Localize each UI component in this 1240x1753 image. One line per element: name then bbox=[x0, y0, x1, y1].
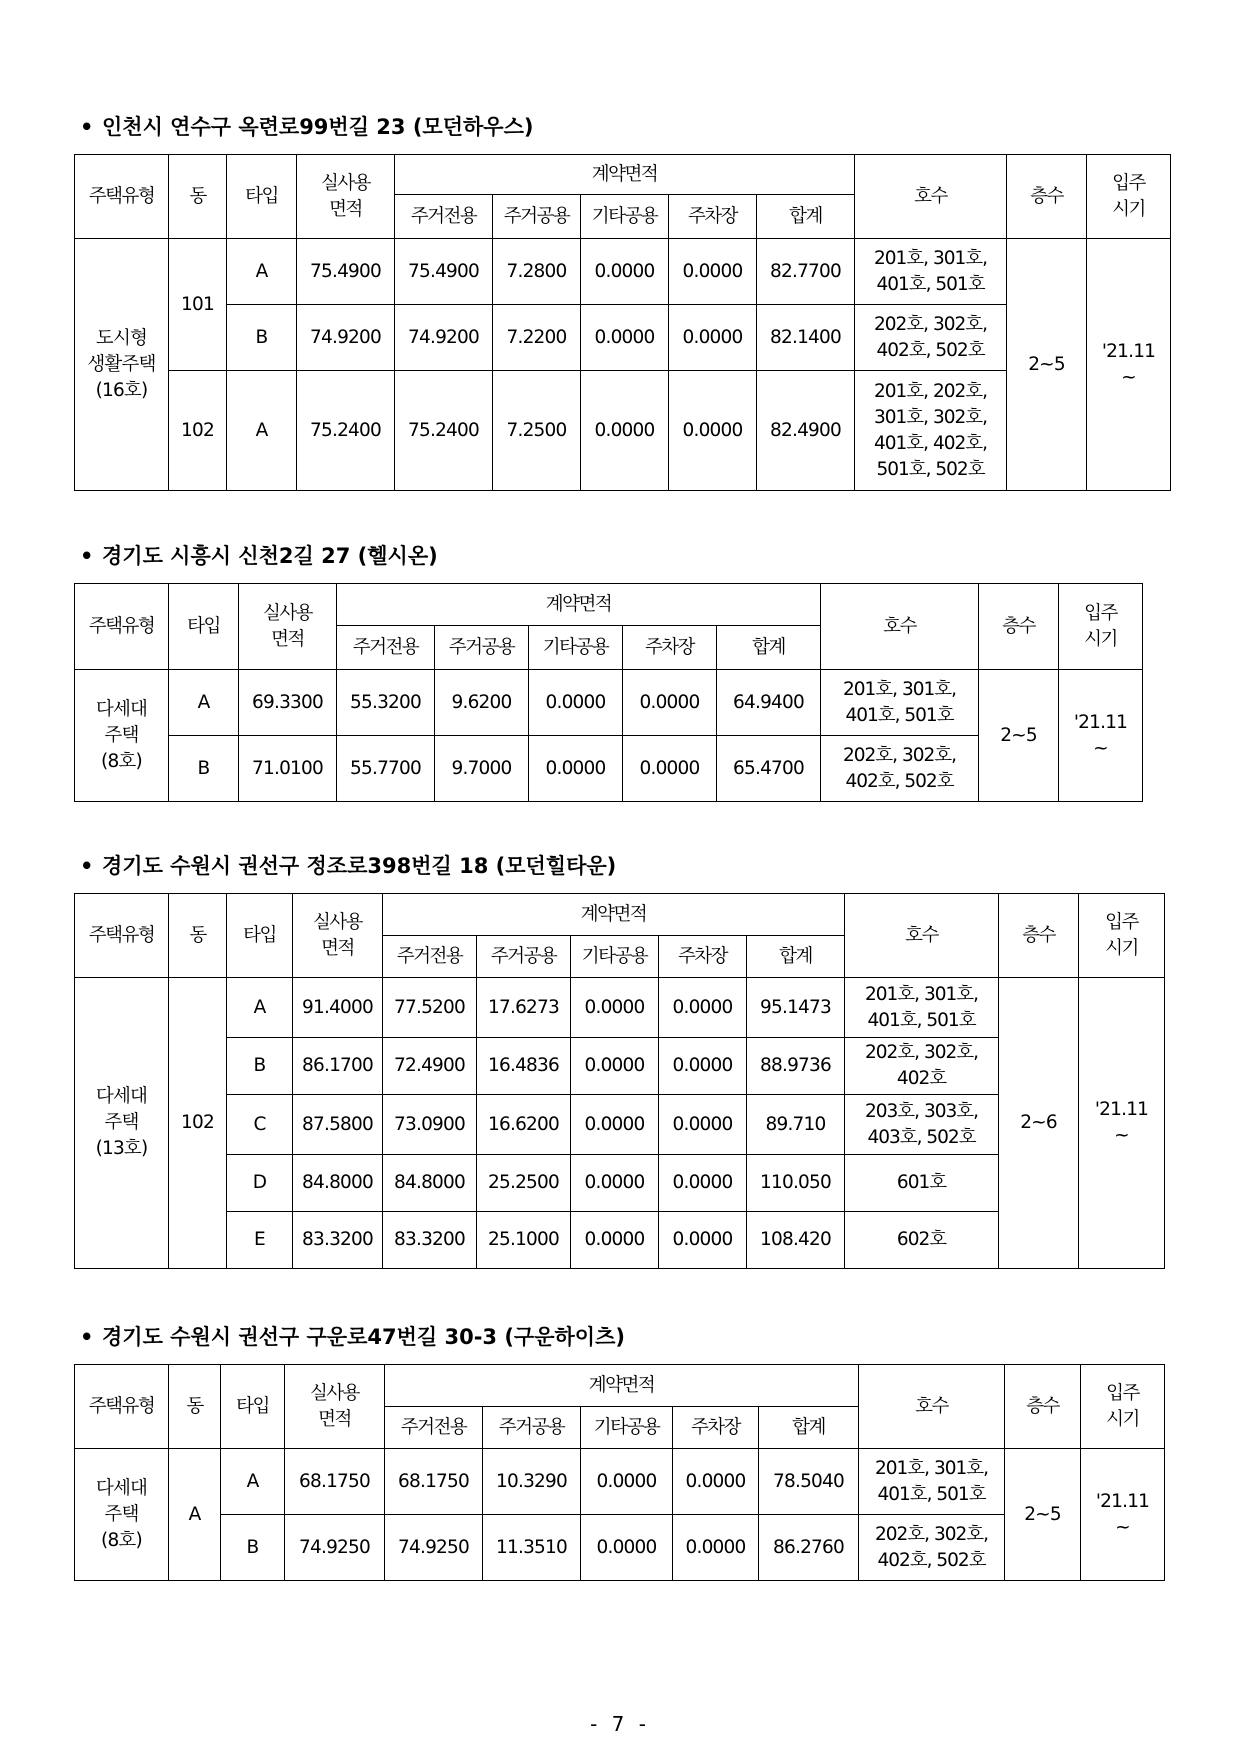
housing-type-cell: 다세대 주택 (8호) bbox=[75, 670, 169, 802]
total-cell: 89.710 bbox=[747, 1095, 845, 1155]
units-cell: 202호, 302호, 402호, 502호 bbox=[821, 736, 979, 802]
units-cell: 201호, 301호, 401호, 501호 bbox=[845, 978, 999, 1038]
header-units: 호수 bbox=[859, 1365, 1005, 1449]
header-net-area: 실사용 면적 bbox=[293, 894, 383, 978]
net-area-cell: 83.3200 bbox=[293, 1212, 383, 1269]
header-contract-area: 계약면적 bbox=[383, 894, 845, 936]
section-4-table bbox=[74, 1364, 1165, 1581]
shared-cell: 16.4836 bbox=[477, 1038, 571, 1095]
table-row bbox=[75, 978, 1165, 1038]
header-building: 동 bbox=[169, 155, 227, 239]
type-cell: A bbox=[227, 978, 293, 1038]
header-other-shared: 기타공용 bbox=[581, 195, 669, 239]
parking-cell: 0.0000 bbox=[659, 1212, 747, 1269]
header-parking: 주차장 bbox=[669, 195, 757, 239]
exclusive-cell: 68.1750 bbox=[385, 1449, 483, 1515]
floors-cell: 2~5 bbox=[1007, 239, 1087, 491]
other-shared-cell: 0.0000 bbox=[581, 371, 669, 491]
header-shared-residential: 주거공용 bbox=[477, 936, 571, 978]
header-exclusive: 주거전용 bbox=[395, 195, 493, 239]
header-total: 합계 bbox=[757, 195, 855, 239]
header-parking: 주차장 bbox=[673, 1407, 759, 1449]
other-shared-cell: 0.0000 bbox=[571, 1155, 659, 1212]
page-number: - 7 - bbox=[590, 1712, 650, 1736]
header-contract-area: 계약면적 bbox=[395, 155, 855, 195]
header-move-in: 입주 시기 bbox=[1059, 584, 1143, 670]
header-parking: 주차장 bbox=[623, 626, 717, 670]
building-cell: A bbox=[169, 1449, 221, 1581]
parking-cell: 0.0000 bbox=[623, 736, 717, 802]
total-cell: 82.1400 bbox=[757, 305, 855, 371]
shared-cell: 16.6200 bbox=[477, 1095, 571, 1155]
header-contract-area: 계약면적 bbox=[385, 1365, 859, 1407]
units-cell: 201호, 202호, 301호, 302호, 401호, 402호, 501호, 502호 bbox=[855, 371, 1007, 491]
section-4-heading bbox=[80, 1322, 1165, 1352]
type-cell: B bbox=[227, 1038, 293, 1095]
units-cell: 201호, 301호, 401호, 501호 bbox=[821, 670, 979, 736]
section-title: 인천시 연수구 옥련로99번길 23 (모던하우스) bbox=[102, 115, 534, 139]
total-cell: 65.4700 bbox=[717, 736, 821, 802]
net-area-cell: 84.8000 bbox=[293, 1155, 383, 1212]
exclusive-cell: 75.4900 bbox=[395, 239, 493, 305]
section-4 bbox=[74, 1322, 1165, 1581]
net-area-cell: 75.4900 bbox=[297, 239, 395, 305]
header-shared-residential: 주거공용 bbox=[483, 1407, 581, 1449]
header-net-area: 실사용 면적 bbox=[239, 584, 337, 670]
header-housing-type: 주택유형 bbox=[75, 894, 169, 978]
total-cell: 64.9400 bbox=[717, 670, 821, 736]
move-in-cell: '21.11 ~ bbox=[1059, 670, 1143, 802]
header-type: 타입 bbox=[221, 1365, 285, 1449]
header-parking: 주차장 bbox=[659, 936, 747, 978]
exclusive-cell: 72.4900 bbox=[383, 1038, 477, 1095]
section-2-table bbox=[74, 583, 1143, 802]
bullet-icon: • bbox=[80, 544, 94, 568]
header-move-in: 입주 시기 bbox=[1087, 155, 1171, 239]
shared-cell: 9.6200 bbox=[435, 670, 529, 736]
units-cell: 201호, 301호, 401호, 501호 bbox=[855, 239, 1007, 305]
exclusive-cell: 73.0900 bbox=[383, 1095, 477, 1155]
exclusive-cell: 84.8000 bbox=[383, 1155, 477, 1212]
parking-cell: 0.0000 bbox=[659, 1038, 747, 1095]
header-housing-type: 주택유형 bbox=[75, 155, 169, 239]
exclusive-cell: 74.9250 bbox=[385, 1515, 483, 1581]
floors-cell: 2~6 bbox=[999, 978, 1079, 1269]
net-area-cell: 74.9250 bbox=[285, 1515, 385, 1581]
parking-cell: 0.0000 bbox=[623, 670, 717, 736]
header-units: 호수 bbox=[845, 894, 999, 978]
parking-cell: 0.0000 bbox=[659, 978, 747, 1038]
bullet-icon: • bbox=[80, 1325, 94, 1349]
shared-cell: 17.6273 bbox=[477, 978, 571, 1038]
net-area-cell: 71.0100 bbox=[239, 736, 337, 802]
total-cell: 86.2760 bbox=[759, 1515, 859, 1581]
header-units: 호수 bbox=[821, 584, 979, 670]
header-shared-residential: 주거공용 bbox=[435, 626, 529, 670]
building-cell: 102 bbox=[169, 371, 227, 491]
units-cell: 203호, 303호, 403호, 502호 bbox=[845, 1095, 999, 1155]
net-area-cell: 68.1750 bbox=[285, 1449, 385, 1515]
header-net-area: 실사용 면적 bbox=[297, 155, 395, 239]
table-row bbox=[75, 305, 1171, 371]
other-shared-cell: 0.0000 bbox=[581, 239, 669, 305]
type-cell: D bbox=[227, 1155, 293, 1212]
header-housing-type: 주택유형 bbox=[75, 1365, 169, 1449]
exclusive-cell: 55.7700 bbox=[337, 736, 435, 802]
exclusive-cell: 75.2400 bbox=[395, 371, 493, 491]
net-area-cell: 74.9200 bbox=[297, 305, 395, 371]
header-floors: 층수 bbox=[1005, 1365, 1081, 1449]
header-type: 타입 bbox=[227, 894, 293, 978]
header-type: 타입 bbox=[227, 155, 297, 239]
type-cell: C bbox=[227, 1095, 293, 1155]
header-exclusive: 주거전용 bbox=[383, 936, 477, 978]
type-cell: A bbox=[227, 239, 297, 305]
shared-cell: 25.2500 bbox=[477, 1155, 571, 1212]
header-exclusive: 주거전용 bbox=[337, 626, 435, 670]
header-total: 합계 bbox=[747, 936, 845, 978]
units-cell: 202호, 302호, 402호 bbox=[845, 1038, 999, 1095]
header-exclusive: 주거전용 bbox=[385, 1407, 483, 1449]
building-cell: 102 bbox=[169, 978, 227, 1269]
other-shared-cell: 0.0000 bbox=[571, 1038, 659, 1095]
parking-cell: 0.0000 bbox=[669, 305, 757, 371]
move-in-cell: '21.11 ~ bbox=[1087, 239, 1171, 491]
exclusive-cell: 83.3200 bbox=[383, 1212, 477, 1269]
net-area-cell: 91.4000 bbox=[293, 978, 383, 1038]
section-1-table bbox=[74, 154, 1171, 491]
bullet-icon: • bbox=[80, 115, 94, 139]
type-cell: A bbox=[227, 371, 297, 491]
section-3-table bbox=[74, 893, 1165, 1269]
header-units: 호수 bbox=[855, 155, 1007, 239]
type-cell: B bbox=[221, 1515, 285, 1581]
units-cell: 202호, 302호, 402호, 502호 bbox=[859, 1515, 1005, 1581]
type-cell: E bbox=[227, 1212, 293, 1269]
table-row bbox=[75, 239, 1171, 305]
type-cell: A bbox=[169, 670, 239, 736]
net-area-cell: 75.2400 bbox=[297, 371, 395, 491]
total-cell: 82.4900 bbox=[757, 371, 855, 491]
net-area-cell: 86.1700 bbox=[293, 1038, 383, 1095]
section-3-heading bbox=[80, 851, 1165, 881]
section-1-heading bbox=[80, 112, 1171, 142]
header-total: 합계 bbox=[717, 626, 821, 670]
floors-cell: 2~5 bbox=[1005, 1449, 1081, 1581]
move-in-cell: '21.11 ~ bbox=[1079, 978, 1165, 1269]
shared-cell: 7.2500 bbox=[493, 371, 581, 491]
header-net-area: 실사용 면적 bbox=[285, 1365, 385, 1449]
section-3 bbox=[74, 851, 1165, 1269]
units-cell: 202호, 302호, 402호, 502호 bbox=[855, 305, 1007, 371]
parking-cell: 0.0000 bbox=[659, 1155, 747, 1212]
header-other-shared: 기타공용 bbox=[581, 1407, 673, 1449]
parking-cell: 0.0000 bbox=[669, 239, 757, 305]
other-shared-cell: 0.0000 bbox=[581, 305, 669, 371]
table-row bbox=[75, 1449, 1165, 1515]
housing-type-cell: 다세대 주택 (8호) bbox=[75, 1449, 169, 1581]
header-contract-area: 계약면적 bbox=[337, 584, 821, 626]
floors-cell: 2~5 bbox=[979, 670, 1059, 802]
parking-cell: 0.0000 bbox=[669, 371, 757, 491]
section-1 bbox=[74, 112, 1171, 491]
header-move-in: 입주 시기 bbox=[1079, 894, 1165, 978]
total-cell: 88.9736 bbox=[747, 1038, 845, 1095]
bullet-icon: • bbox=[80, 854, 94, 878]
shared-cell: 9.7000 bbox=[435, 736, 529, 802]
other-shared-cell: 0.0000 bbox=[529, 670, 623, 736]
exclusive-cell: 74.9200 bbox=[395, 305, 493, 371]
table-row bbox=[75, 371, 1171, 491]
other-shared-cell: 0.0000 bbox=[529, 736, 623, 802]
parking-cell: 0.0000 bbox=[659, 1095, 747, 1155]
table-row bbox=[75, 1515, 1165, 1581]
header-other-shared: 기타공용 bbox=[529, 626, 623, 670]
other-shared-cell: 0.0000 bbox=[581, 1515, 673, 1581]
total-cell: 82.7700 bbox=[757, 239, 855, 305]
shared-cell: 7.2200 bbox=[493, 305, 581, 371]
building-cell: 101 bbox=[169, 239, 227, 371]
type-cell: B bbox=[169, 736, 239, 802]
units-cell: 601호 bbox=[845, 1155, 999, 1212]
shared-cell: 11.3510 bbox=[483, 1515, 581, 1581]
other-shared-cell: 0.0000 bbox=[571, 978, 659, 1038]
header-other-shared: 기타공용 bbox=[571, 936, 659, 978]
header-floors: 층수 bbox=[1007, 155, 1087, 239]
header-building: 동 bbox=[169, 894, 227, 978]
section-2-heading bbox=[80, 541, 1143, 571]
section-title: 경기도 시흥시 신천2길 27 (헬시온) bbox=[102, 544, 438, 568]
net-area-cell: 69.3300 bbox=[239, 670, 337, 736]
parking-cell: 0.0000 bbox=[673, 1515, 759, 1581]
type-cell: A bbox=[221, 1449, 285, 1515]
header-floors: 층수 bbox=[999, 894, 1079, 978]
type-cell: B bbox=[227, 305, 297, 371]
shared-cell: 7.2800 bbox=[493, 239, 581, 305]
shared-cell: 10.3290 bbox=[483, 1449, 581, 1515]
housing-type-cell: 다세대 주택 (13호) bbox=[75, 978, 169, 1269]
header-floors: 층수 bbox=[979, 584, 1059, 670]
total-cell: 78.5040 bbox=[759, 1449, 859, 1515]
header-housing-type: 주택유형 bbox=[75, 584, 169, 670]
other-shared-cell: 0.0000 bbox=[571, 1095, 659, 1155]
total-cell: 95.1473 bbox=[747, 978, 845, 1038]
section-2 bbox=[74, 541, 1143, 802]
shared-cell: 25.1000 bbox=[477, 1212, 571, 1269]
units-cell: 201호, 301호, 401호, 501호 bbox=[859, 1449, 1005, 1515]
section-title: 경기도 수원시 권선구 구운로47번길 30-3 (구운하이츠) bbox=[102, 1325, 625, 1349]
parking-cell: 0.0000 bbox=[673, 1449, 759, 1515]
exclusive-cell: 55.3200 bbox=[337, 670, 435, 736]
housing-type-cell: 도시형 생활주택 (16호) bbox=[75, 239, 169, 491]
section-title: 경기도 수원시 권선구 정조로398번길 18 (모던힐타운) bbox=[102, 854, 617, 878]
total-cell: 110.050 bbox=[747, 1155, 845, 1212]
header-building: 동 bbox=[169, 1365, 221, 1449]
other-shared-cell: 0.0000 bbox=[571, 1212, 659, 1269]
net-area-cell: 87.5800 bbox=[293, 1095, 383, 1155]
other-shared-cell: 0.0000 bbox=[581, 1449, 673, 1515]
header-total: 합계 bbox=[759, 1407, 859, 1449]
header-shared-residential: 주거공용 bbox=[493, 195, 581, 239]
header-move-in: 입주 시기 bbox=[1081, 1365, 1165, 1449]
move-in-cell: '21.11 ~ bbox=[1081, 1449, 1165, 1581]
units-cell: 602호 bbox=[845, 1212, 999, 1269]
total-cell: 108.420 bbox=[747, 1212, 845, 1269]
header-type: 타입 bbox=[169, 584, 239, 670]
table-row bbox=[75, 670, 1143, 736]
exclusive-cell: 77.5200 bbox=[383, 978, 477, 1038]
